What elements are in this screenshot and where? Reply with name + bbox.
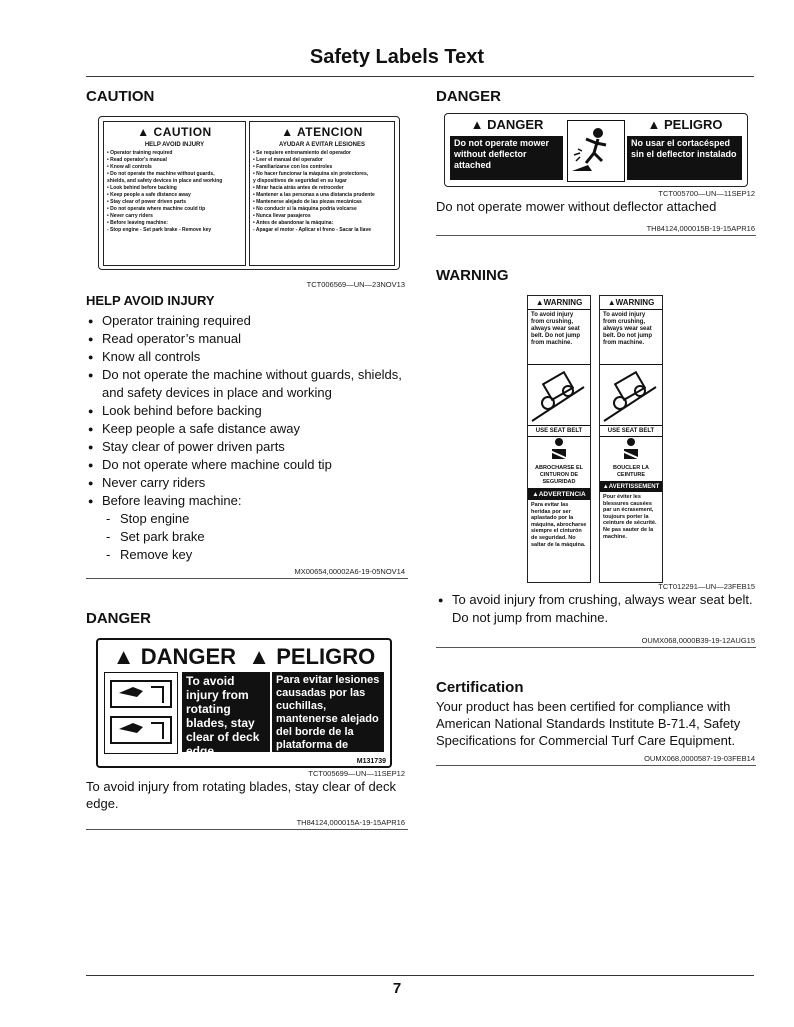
section-rule — [436, 647, 756, 648]
caution-label-es-line: • Se requiere entrenamiento del operador — [253, 150, 351, 156]
list-item: ● Read operator’s manual — [86, 330, 408, 348]
caution-label-es-line: • Antes de abandonar la máquina: — [253, 220, 334, 226]
rollover-pictogram — [600, 364, 662, 426]
warning-triangle-icon: ▲ — [470, 117, 484, 132]
caution-subheading: HELP AVOID INJURY — [86, 293, 215, 308]
list-item: ● Stay clear of power driven parts — [86, 438, 408, 456]
warning-label-left-text-es: Para evitar las heridas por ser aplastado por la máquina, abrocharse siempre el cinturón de seguridad. No saltar de la máquina. — [531, 502, 587, 548]
danger-deflector-figure-id: TCT005700—UN—11SEP12 — [658, 189, 755, 198]
blade-pictogram — [104, 672, 178, 754]
caution-label-es-line: • Mirar hacia atrás antes de retroceder — [253, 185, 344, 191]
danger-deflector-heading: DANGER — [436, 88, 502, 105]
thrown-object-icon — [568, 121, 624, 181]
warning-triangle-icon: ▲ — [281, 125, 294, 139]
caution-label-en-line: • Do not operate the machine without guards, — [107, 171, 215, 177]
danger-deflector-label-en-text: Do not operate mower without deflector attached — [450, 136, 563, 180]
danger-blades-ref: TH84124,000015A-19-15APR16 — [296, 818, 405, 827]
danger-blades-text: To avoid injury from rotating blades, stay clear of deck edge. — [86, 779, 396, 811]
warning-label-left — [527, 295, 591, 583]
page-title: Safety Labels Text — [309, 46, 485, 68]
warning-label-right-title-fr: AVERTISSEMENT — [608, 484, 660, 490]
certification-heading: Certification — [436, 679, 524, 696]
warning-triangle-icon: ▲ — [248, 644, 271, 669]
list-item: ● Look behind before backing — [86, 402, 408, 420]
caution-label-en-subtitle: HELP AVOID INJURY — [144, 142, 205, 148]
caution-label-es-line: • Leer el manual del operador — [253, 157, 323, 163]
list-item: ● Operator training required — [86, 312, 408, 330]
danger-deflector-label — [444, 113, 748, 187]
warning-triangle-icon: ▲ — [532, 491, 539, 498]
tractor-rollover-icon — [528, 365, 588, 425]
list-item: ● Keep people a safe distance away — [86, 420, 408, 438]
warning-heading: WARNING — [436, 267, 509, 284]
list-item: ● Never carry riders — [86, 474, 408, 492]
warning-label-left-title: WARNING — [543, 298, 583, 307]
danger-deflector-text: Do not operate mower without deflector attached — [436, 199, 717, 214]
tractor-rollover-icon — [600, 365, 660, 425]
list-item: ● To avoid injury from crushing, always wear seat belt. Do not jump from machine. — [436, 591, 758, 627]
list-item: ● Know all controls — [86, 348, 408, 366]
sub-list-item: - Set park brake — [86, 528, 408, 546]
warning-triangle-icon: ▲ — [112, 644, 135, 669]
caution-label-en-line: • Look behind before backing — [107, 185, 177, 191]
caution-label-en-line: • Read operator's manual — [107, 157, 167, 163]
certification-ref: OUMX068,0000587-19-03FEB14 — [644, 754, 755, 763]
caution-label — [98, 116, 400, 270]
sub-list-item: - Stop engine — [86, 510, 408, 528]
danger-deflector-label-en-title: DANGER — [487, 117, 544, 132]
warning-ref: OUMX068,0000B39-19-12AUG15 — [641, 636, 755, 645]
caution-label-en-line: • Stay clear of power driven parts — [107, 199, 186, 205]
warning-triangle-icon: ▲ — [647, 117, 661, 132]
caution-label-en-line: • Never carry riders — [107, 213, 153, 219]
caution-label-en-line: • Operator training required — [107, 150, 173, 156]
warning-triangle-icon: ▲ — [535, 298, 544, 307]
list-item: ● Do not operate where machine could tip — [86, 456, 408, 474]
danger-deflector-ref: TH84124,000015B-19-15APR16 — [646, 224, 755, 233]
title-rule — [86, 76, 754, 77]
sub-list-item: - Remove key — [86, 546, 408, 564]
caution-label-es-subtitle: AYUDAR A EVITAR LESIONES — [279, 142, 365, 148]
caution-label-es-line: - Apagar el motor - Aplicar el freno - Sacar la llave — [253, 227, 372, 233]
caution-figure-id: TCT006569—UN—23NOV13 — [306, 280, 405, 289]
caution-label-en-line: shields, and safety devices in place and working — [107, 178, 223, 184]
caution-list — [86, 312, 408, 564]
caution-label-en — [103, 121, 246, 266]
danger-blades-label-en-title: DANGER — [140, 644, 237, 669]
danger-blades-label-en-text: To avoid injury from rotating blades, stay clear of deck edge. — [182, 672, 270, 752]
rollover-pictogram — [528, 364, 590, 426]
section-rule — [86, 829, 408, 830]
list-item: ● Do not operate the machine without guards, shields, and safety devices in place and working — [86, 366, 408, 402]
seatbelt-person-icon — [616, 437, 646, 465]
warning-label-left-text: To avoid injury from crushing, always wear seat belt. Do not jump from machine. — [531, 312, 580, 346]
caution-label-en-line: • Do not operate where machine could tip — [107, 206, 206, 212]
page-number: 7 — [392, 980, 402, 997]
warning-label-right-text-fr: Pour éviter les blessures causées par un écrasement, toujours porter la ceinture de sécurité. Ne pas sauter de la machine. — [603, 494, 657, 540]
caution-label-es-line: • No hacer funcionar la máquina sin protectores, — [253, 171, 369, 177]
footer-rule — [86, 975, 754, 976]
seatbelt-pictogram — [600, 437, 662, 465]
list-item: ● Before leaving machine: — [86, 492, 408, 510]
rotating-blade-hand-icon — [105, 673, 177, 753]
warning-label-left-seatbelt: USE SEAT BELT — [528, 426, 590, 437]
caution-label-en-line: • Before leaving machine: — [107, 220, 168, 226]
caution-label-en-line: • Know all controls — [107, 164, 152, 170]
caution-label-es-line: • No conducir si la máquina podría volcarse — [253, 206, 357, 212]
danger-blades-label-es-text: Para evitar lesiones causadas por las cuchillas, mantenerse alejado del borde de la plataforma de corte. — [272, 672, 384, 752]
caution-label-es-title: ATENCION — [297, 125, 363, 139]
section-rule — [436, 765, 756, 766]
caution-label-es-line: • Mantener a las personas a una distancia prudente — [253, 192, 375, 198]
section-rule — [86, 578, 408, 579]
warning-label-right-text: To avoid injury from crushing, always wear seat belt. Do not jump from machine. — [603, 312, 652, 346]
caution-heading: CAUTION — [86, 88, 155, 105]
warning-figure-id: TCT012291—UN—23FEB15 — [658, 582, 755, 591]
seatbelt-pictogram — [528, 437, 590, 465]
section-rule — [436, 235, 756, 236]
caution-label-en-line: • Keep people a safe distance away — [107, 192, 191, 198]
warning-label-right-seatbelt: USE SEAT BELT — [600, 426, 662, 437]
danger-blades-part-no: M131739 — [356, 758, 386, 765]
caution-label-en-title: CAUTION — [153, 125, 212, 139]
danger-blades-heading: DANGER — [86, 610, 152, 627]
caution-label-es-line: • Familiarizarse con los controles — [253, 164, 333, 170]
warning-triangle-icon: ▲ — [607, 298, 616, 307]
warning-list — [436, 591, 758, 627]
caution-ref: MX00654,00002A6-19-05NOV14 — [294, 567, 405, 576]
seatbelt-person-icon — [544, 437, 574, 465]
warning-label-right-seatbelt-fr: BOUCLER LA CEINTURE — [600, 465, 662, 482]
danger-blades-label-es-title: PELIGRO — [276, 644, 376, 669]
warning-label-left-title-es: ADVERTENCIA — [538, 491, 586, 498]
danger-blades-label — [96, 638, 392, 768]
warning-triangle-icon: ▲ — [602, 484, 609, 490]
warning-label-left-seatbelt-es: ABROCHARSE EL CINTURON DE SEGURIDAD — [528, 465, 590, 489]
caution-label-es — [249, 121, 395, 266]
deflector-pictogram — [567, 120, 625, 182]
danger-deflector-label-es-text: No usar el cortacésped sin el deflector instalado — [627, 136, 742, 180]
danger-deflector-label-es-title: PELIGRO — [663, 117, 723, 132]
certification-text: Your product has been certified for compliance with American National Standards Institute B-71.4, Safety Specifications for Commercial Turf Care Equipment. — [436, 699, 741, 748]
danger-blades-figure-id: TCT005699—UN—11SEP12 — [308, 769, 405, 778]
caution-label-es-line: • Mantenerse alejado de las piezas mecánicas — [253, 199, 362, 205]
caution-label-es-line: y dispositivos de seguridad en su lugar — [253, 178, 347, 184]
warning-label-right — [599, 295, 663, 583]
warning-triangle-icon: ▲ — [137, 125, 150, 139]
caution-label-en-line: - Stop engine - Set park brake - Remove key — [107, 227, 212, 233]
warning-label-right-title: WARNING — [615, 298, 655, 307]
caution-label-es-line: • Nunca llevar pasajeros — [253, 213, 311, 219]
